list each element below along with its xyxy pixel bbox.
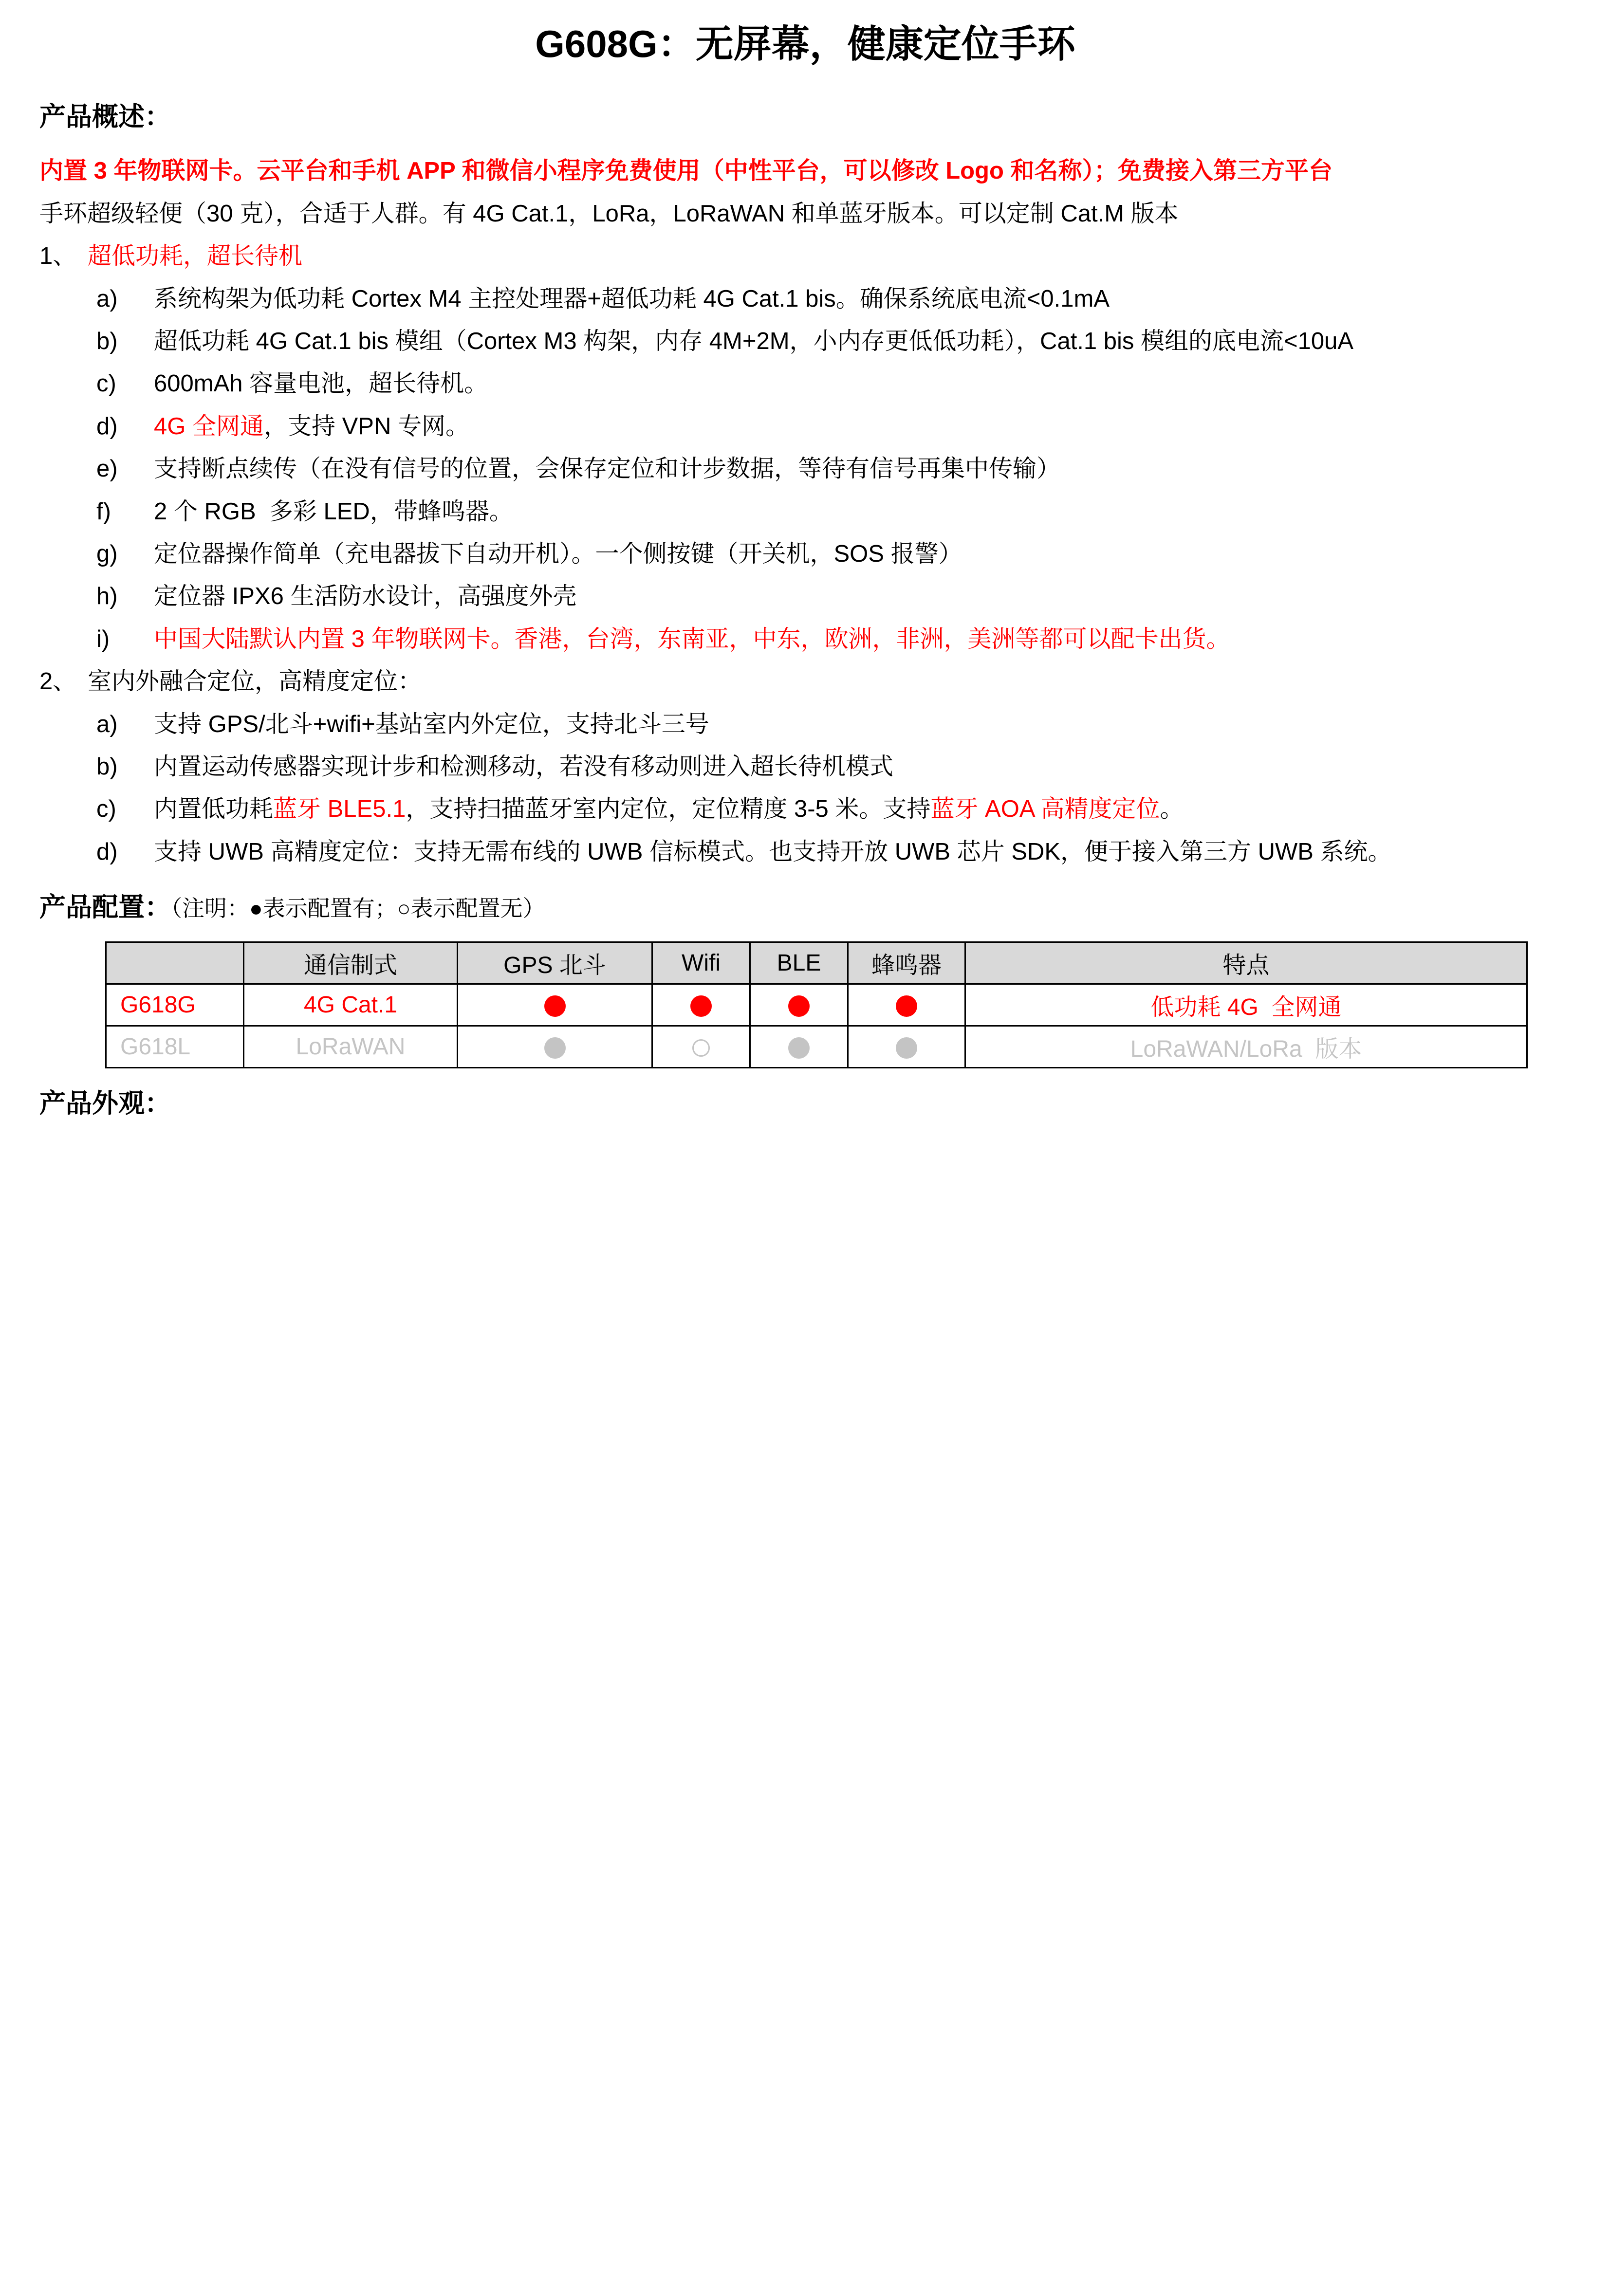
list-item-label: h) — [96, 583, 118, 610]
overview-intro-text: 手环超级轻便（30 克），合适于人群。有 4G Cat.1，LoRa，LoRaWAN 和单蓝牙版本。可以定制 Cat.M 版本 — [39, 200, 1179, 227]
list-item-text-highlight: 蓝牙 AOA 高精度定位 — [930, 796, 1160, 823]
list-item-1a — [96, 278, 1571, 320]
list-item-label: i) — [96, 625, 110, 652]
config-note: （注明：●表示配置有；○表示配置无） — [171, 896, 545, 921]
list-item-text — [154, 405, 1571, 448]
header-ble: BLE — [750, 942, 848, 984]
model-cell: G618G — [106, 984, 244, 1026]
header-buzzer: 蜂鸣器 — [848, 942, 965, 984]
list-item-text-part: 600mAh 容量电池，超长待机。 — [154, 370, 488, 397]
table-row — [106, 984, 1527, 1026]
list-item-text-highlight: 中国大陆默认内置 3 年物联网卡。香港，台湾，东南亚，中东，欧洲，非洲，美洲等都可以配卡出货。 — [154, 625, 1230, 652]
page-title: G608G：无屏幕，健康定位手环 — [535, 22, 1075, 65]
ble-dot-icon — [788, 1037, 810, 1059]
list-item-text-part: 。 — [1160, 796, 1184, 823]
list-item-text-part: 支持 UWB 高精度定位：支持无需布线的 UWB 信标模式。也支持开放 UWB 芯片 SDK，便于接入第三方 UWB 系统。 — [154, 838, 1392, 865]
list-item-1d — [96, 405, 1571, 448]
ble-cell — [750, 984, 848, 1026]
section-2-title-wrap — [88, 661, 1571, 703]
wifi-dot-icon — [690, 995, 712, 1017]
ble-dot-icon — [788, 995, 810, 1017]
list-item-text — [154, 491, 1571, 533]
section-1-title-wrap — [88, 235, 1571, 277]
list-item-text — [154, 831, 1571, 873]
list-item-text — [154, 363, 1571, 405]
overview-highlight-text: 内置 3 年物联网卡。云平台和手机 APP 和微信小程序免费使用（中性平台，可以修改 Logo 和名称）；免费接入第三方平台 — [39, 158, 1333, 184]
buzzer-cell — [848, 1026, 965, 1067]
list-item-text-highlight: 4G 全网通 — [154, 413, 264, 440]
section-2-title: 室内外融合定位，高精度定位： — [88, 668, 422, 695]
config-table — [105, 941, 1528, 1068]
buzzer-dot-icon — [896, 995, 917, 1017]
list-item-2d — [96, 831, 1571, 873]
model-cell: G618L — [106, 1026, 244, 1067]
list-item-label: b) — [96, 328, 118, 355]
config-heading — [39, 886, 1571, 929]
config-heading-text: 产品配置： — [39, 893, 171, 922]
list-item-text-part: ，支持 VPN 专网。 — [263, 413, 469, 440]
list-item-label: c) — [96, 370, 116, 397]
list-item-label: g) — [96, 541, 118, 568]
list-item-label: a) — [96, 711, 118, 737]
wifi-dot-icon — [692, 1039, 710, 1057]
header-model — [106, 942, 244, 984]
table-header-row — [106, 942, 1527, 984]
list-item-2c — [96, 788, 1571, 830]
list-item-2a — [96, 703, 1571, 746]
ble-cell — [750, 1026, 848, 1067]
list-item-text — [154, 703, 1571, 746]
list-item-text-part: 内置低功耗 — [154, 796, 274, 823]
list-item-text — [154, 618, 1571, 661]
overview-heading: 产品概述： — [39, 102, 171, 131]
list-item-text-part: 超低功耗 4G Cat.1 bis 模组（Cortex M3 构架，内存 4M+2M，小内存更低低功耗），Cat.1 bis 模组的底电流<10uA — [154, 328, 1354, 355]
header-feature: 特点 — [965, 942, 1527, 984]
overview-intro-line — [39, 193, 1571, 235]
list-item-label: f) — [96, 498, 111, 525]
network-cell: LoRaWAN — [244, 1026, 458, 1067]
list-item-text-part: 内置运动传感器实现计步和检测移动，若没有移动则进入超长待机模式 — [154, 753, 894, 780]
list-item-text — [154, 448, 1571, 490]
gps-beidou-cell — [458, 984, 652, 1026]
list-item-text-part: 定位器操作简单（充电器拔下自动开机）。一个侧按键（开关机，SOS 报警） — [154, 541, 962, 568]
config-table-body — [106, 984, 1527, 1067]
list-item-1e — [96, 448, 1571, 490]
feature-cell: 低功耗 4G 全网通 — [965, 984, 1527, 1026]
feature-cell: LoRaWAN/LoRa 版本 — [965, 1026, 1527, 1067]
list-item-text-highlight: 蓝牙 BLE5.1 — [273, 796, 406, 823]
section-1-heading — [39, 235, 1571, 277]
buzzer-dot-icon — [896, 1037, 917, 1059]
gps-beidou-dot-icon — [544, 995, 566, 1017]
wifi-cell — [652, 984, 750, 1026]
list-item-label: a) — [96, 285, 118, 312]
list-item-text-part: 2 个 RGB 多彩 LED，带蜂鸣器。 — [154, 498, 513, 525]
list-item-text-part: ，支持扫描蓝牙室内定位，定位精度 3-5 米。支持 — [406, 796, 931, 823]
list-item-text — [154, 788, 1571, 830]
list-item-label: d) — [96, 413, 118, 440]
list-item-1b — [96, 320, 1571, 363]
section-2-number: 2、 — [39, 668, 77, 695]
list-item-text — [154, 575, 1571, 618]
list-item-1g — [96, 533, 1571, 575]
list-item-1c — [96, 363, 1571, 405]
table-row — [106, 1026, 1527, 1067]
list-item-1i — [96, 618, 1571, 661]
buzzer-cell — [848, 984, 965, 1026]
list-item-1h — [96, 575, 1571, 618]
list-item-1f — [96, 491, 1571, 533]
network-cell: 4G Cat.1 — [244, 984, 458, 1026]
list-item-label: c) — [96, 796, 116, 823]
list-item-text-part: 系统构架为低功耗 Cortex M4 主控处理器+超低功耗 4G Cat.1 bis。确保系统底电流<0.1mA — [154, 285, 1110, 312]
overview-highlight-line — [39, 150, 1571, 192]
section-2-heading — [39, 661, 1571, 703]
section-1-title: 超低功耗，超长待机 — [88, 243, 303, 270]
header-network: 通信制式 — [244, 942, 458, 984]
gps-beidou-cell — [458, 1026, 652, 1067]
header-gps-beidou: GPS 北斗 — [458, 942, 652, 984]
list-item-text-part: 支持断点续传（在没有信号的位置，会保存定位和计步数据，等待有信号再集中传输） — [154, 456, 1061, 482]
list-item-text — [154, 746, 1571, 788]
appearance-heading: 产品外观： — [39, 1088, 171, 1118]
list-item-label: d) — [96, 838, 118, 865]
section-1-number: 1、 — [39, 243, 77, 270]
list-item-text — [154, 320, 1571, 363]
gps-beidou-dot-icon — [544, 1037, 566, 1059]
list-item-label: b) — [96, 753, 118, 780]
header-wifi: Wifi — [652, 942, 750, 984]
list-item-text-part: 支持 GPS/北斗+wifi+基站室内外定位，支持北斗三号 — [154, 711, 709, 737]
list-item-2b — [96, 746, 1571, 788]
list-item-text — [154, 278, 1571, 320]
list-item-text — [154, 533, 1571, 575]
wifi-cell — [652, 1026, 750, 1067]
document-page — [0, 19, 1610, 2296]
list-item-text-part: 定位器 IPX6 生活防水设计，高强度外壳 — [154, 583, 577, 610]
list-item-label: e) — [96, 456, 118, 482]
config-table-head — [106, 942, 1527, 984]
